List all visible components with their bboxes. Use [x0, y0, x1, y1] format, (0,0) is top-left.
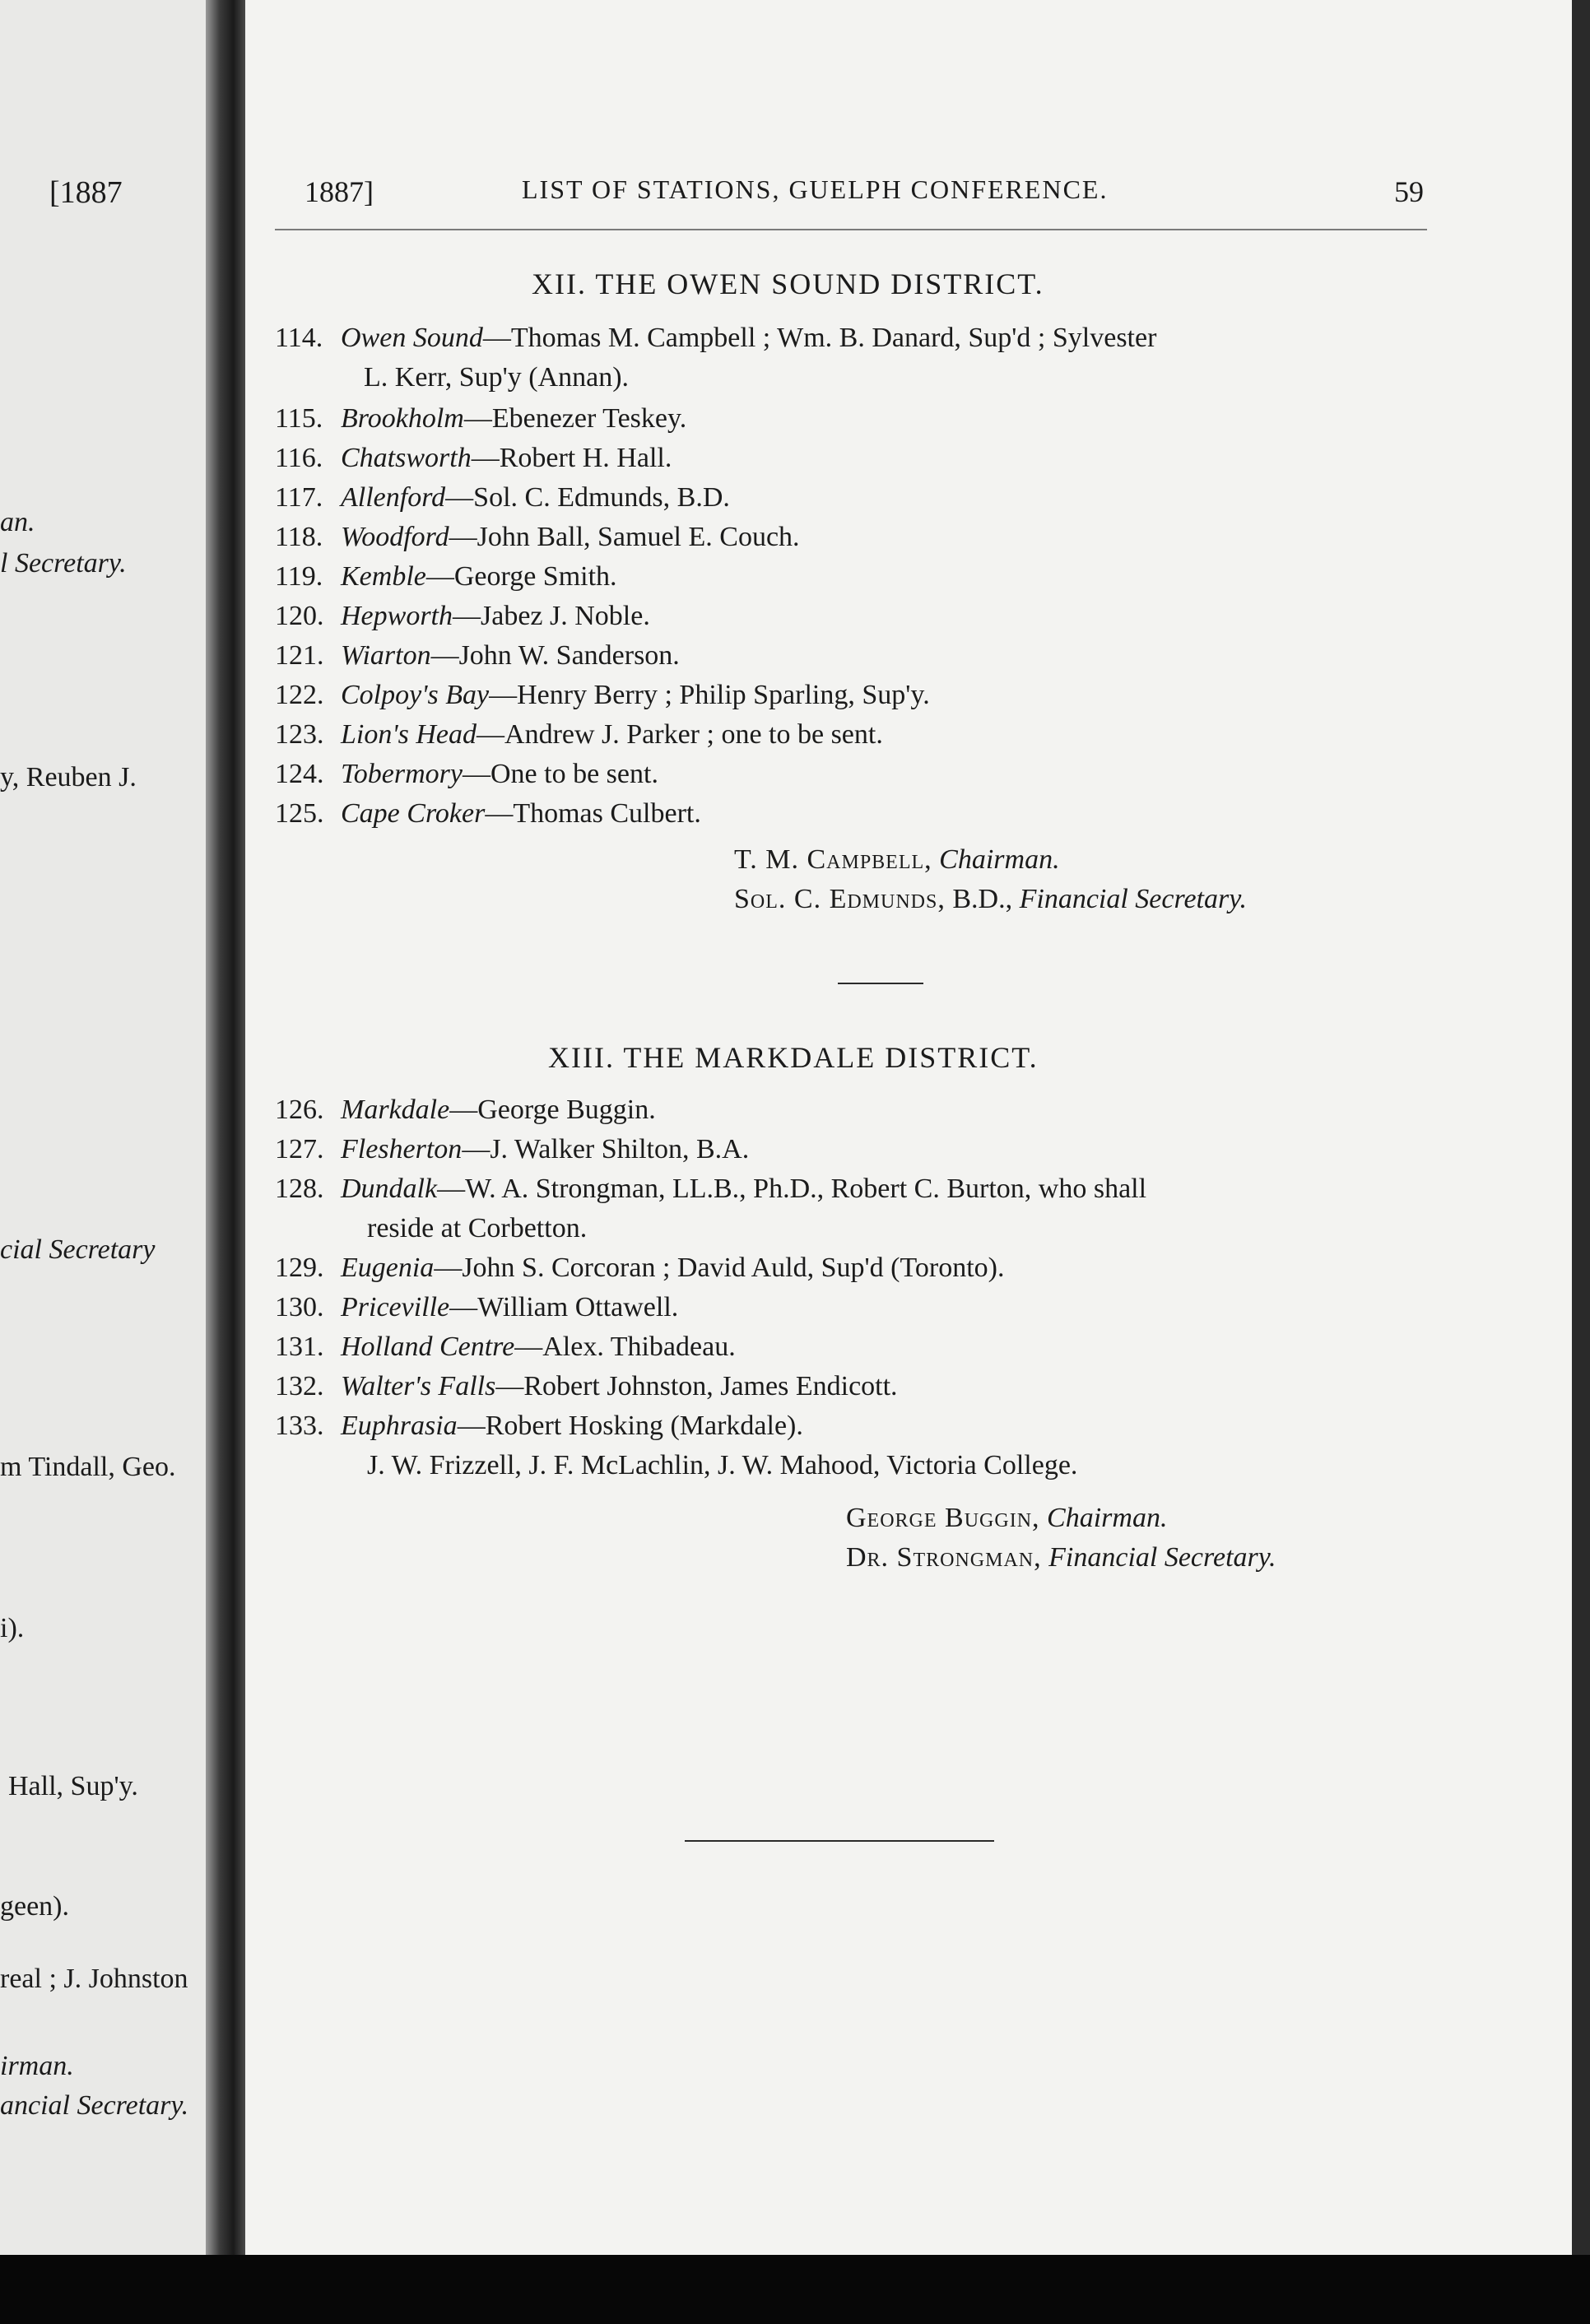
entry-place: Colpoy's Bay	[341, 680, 490, 710]
station-entry	[275, 482, 730, 514]
entry-appointment: —Thomas Culbert.	[485, 798, 701, 829]
page-edge-shadow	[1572, 0, 1590, 2255]
station-entry	[275, 443, 672, 474]
signature-chairman	[734, 844, 1060, 876]
entry-place: Brookholm	[341, 403, 464, 434]
entry-appointment: —Ebenezer Teskey.	[463, 403, 687, 434]
entry-appointment: —George Buggin.	[449, 1095, 656, 1125]
entry-number: 120.	[275, 601, 324, 631]
entry-place: Chatsworth	[341, 443, 472, 473]
entry-place: Allenford	[341, 482, 446, 513]
signature-degree: B.D.,	[952, 884, 1013, 914]
entry-place: Holland Centre	[341, 1332, 515, 1362]
entry-continuation: reside at Corbetton.	[367, 1213, 588, 1243]
page-end-rule	[685, 1840, 994, 1842]
left-page-fragment: y, Reuben J.	[0, 762, 137, 792]
entry-number: 132.	[275, 1371, 324, 1401]
entry-appointment: —Robert Johnston, James Endicott.	[495, 1371, 898, 1401]
entry-appointment: —Thomas M. Campbell ; Wm. B. Danard, Sup'd ; Sylvester	[482, 323, 1157, 353]
station-entry	[275, 680, 930, 711]
left-page-fragment: ancial Secretary.	[0, 2090, 189, 2121]
entry-appointment: —Alex. Thibadeau.	[514, 1332, 736, 1362]
entry-place: Woodford	[341, 522, 449, 552]
entry-place: Markdale	[341, 1095, 450, 1125]
entry-number: 124.	[275, 759, 324, 789]
left-page-fragment: m Tindall, Geo.	[0, 1452, 176, 1482]
entry-continuation: L. Kerr, Sup'y (Annan).	[364, 362, 630, 393]
station-entry	[275, 640, 680, 672]
signature-chairman	[846, 1503, 1167, 1534]
entry-appointment: —Andrew J. Parker ; one to be sent.	[477, 719, 883, 750]
station-entry	[275, 1253, 1004, 1284]
entry-place: Hepworth	[341, 601, 453, 631]
entry-place: Cape Croker	[341, 798, 486, 829]
entry-number: 127.	[275, 1134, 324, 1164]
entry-place: Priceville	[341, 1292, 450, 1322]
entry-place: Flesherton	[341, 1134, 463, 1164]
signature-role: Financial Secretary.	[1019, 884, 1247, 914]
entry-appointment: —John Ball, Samuel E. Couch.	[449, 522, 800, 552]
entry-place: Dundalk	[341, 1174, 438, 1204]
entry-number: 125.	[275, 798, 324, 829]
entry-place: Lion's Head	[341, 719, 477, 750]
signature-name: T. M. Campbell,	[734, 844, 932, 875]
station-entry	[275, 1095, 656, 1126]
signature-role: Chairman.	[939, 844, 1060, 875]
entry-number: 116.	[275, 443, 323, 473]
entry-number: 123.	[275, 719, 324, 750]
entry-place: Kemble	[341, 561, 426, 592]
district-heading: XII. THE OWEN SOUND DISTRICT.	[532, 267, 1044, 300]
entry-place: Tobermory	[341, 759, 463, 789]
signature-name: Dr. Strongman,	[846, 1542, 1042, 1573]
header-year: 1887]	[305, 175, 374, 208]
main-page	[245, 0, 1572, 2255]
entry-place: Owen Sound	[341, 323, 483, 353]
entry-number: 114.	[275, 323, 323, 353]
entry-number: 117.	[275, 482, 323, 513]
left-page-fragment: i).	[0, 1613, 25, 1643]
entry-appointment: —Sol. C. Edmunds, B.D.	[445, 482, 730, 513]
station-entry	[275, 1332, 736, 1363]
station-entry	[275, 798, 701, 830]
running-header	[275, 174, 1427, 216]
left-page-fragment: [1887	[49, 175, 123, 210]
signature-role: Financial Secretary.	[1048, 1542, 1276, 1573]
entry-appointment: —Jabez J. Noble.	[453, 601, 650, 631]
station-entry	[275, 561, 617, 593]
left-page-fragment: Hall, Sup'y.	[8, 1771, 138, 1801]
station-entry	[275, 1371, 898, 1402]
signature-financial-secretary	[734, 884, 1247, 915]
entry-appointment: —John W. Sanderson.	[430, 640, 680, 671]
entry-number: 129.	[275, 1253, 324, 1283]
entry-number: 118.	[275, 522, 323, 552]
station-entry	[275, 601, 650, 632]
station-entry	[275, 759, 658, 790]
entry-appointment: —George Smith.	[425, 561, 617, 592]
signature-name: Sol. C. Edmunds,	[734, 884, 946, 914]
header-title: LIST OF STATIONS, GUELPH CONFERENCE.	[522, 174, 1109, 204]
entry-number: 126.	[275, 1095, 324, 1125]
signature-role: Chairman.	[1047, 1503, 1168, 1533]
entry-appointment: —W. A. Strongman, LL.B., Ph.D., Robert C. Burton, who shall	[437, 1174, 1147, 1204]
entry-appointment: —J. Walker Shilton, B.A.	[462, 1134, 750, 1164]
entry-appointment: —Henry Berry ; Philip Sparling, Sup'y.	[489, 680, 930, 710]
district-note: J. W. Frizzell, J. F. McLachlin, J. W. Mahood, Victoria College.	[367, 1450, 1078, 1480]
entry-appointment: —William Ottawell.	[449, 1292, 679, 1322]
left-page-fragment: cial Secretary	[0, 1234, 156, 1265]
left-facing-page	[0, 0, 206, 2296]
page-number: 59	[1394, 175, 1424, 208]
station-entry	[275, 1174, 1146, 1205]
entry-number: 128.	[275, 1174, 324, 1204]
station-entry	[275, 1292, 678, 1323]
left-page-fragment: an.	[0, 507, 35, 537]
station-entry	[275, 403, 686, 435]
entry-number: 119.	[275, 561, 323, 592]
entry-number: 133.	[275, 1411, 324, 1441]
section-divider	[838, 983, 923, 984]
district-heading: XIII. THE MARKDALE DISTRICT.	[548, 1041, 1039, 1074]
signature-name: George Buggin,	[846, 1503, 1040, 1533]
station-entry	[275, 323, 1156, 354]
signature-financial-secretary	[846, 1542, 1276, 1573]
station-entry	[275, 1134, 749, 1165]
entry-number: 131.	[275, 1332, 324, 1362]
entry-place: Euphrasia	[341, 1411, 458, 1441]
scan-bottom-border	[0, 2255, 1590, 2324]
entry-appointment: —Robert H. Hall.	[471, 443, 672, 473]
entry-number: 121.	[275, 640, 324, 671]
entry-number: 130.	[275, 1292, 324, 1322]
left-page-fragment: real ; J. Johnston	[0, 1964, 188, 1994]
header-rule	[275, 229, 1427, 230]
entry-place: Eugenia	[341, 1253, 435, 1283]
left-page-fragment: l Secretary.	[0, 548, 127, 579]
entry-appointment: —John S. Corcoran ; David Auld, Sup'd (Toronto).	[434, 1253, 1005, 1283]
entry-appointment: —One to be sent.	[463, 759, 658, 789]
entry-number: 115.	[275, 403, 323, 434]
entry-number: 122.	[275, 680, 324, 710]
entry-appointment: —Robert Hosking (Markdale).	[457, 1411, 803, 1441]
station-entry	[275, 522, 800, 553]
book-gutter	[206, 0, 245, 2296]
entry-place: Walter's Falls	[341, 1371, 496, 1401]
station-entry	[275, 1411, 803, 1442]
station-entry	[275, 719, 883, 751]
left-page-fragment: geen).	[0, 1891, 70, 1922]
entry-place: Wiarton	[341, 640, 431, 671]
left-page-fragment: irman.	[0, 2051, 74, 2081]
